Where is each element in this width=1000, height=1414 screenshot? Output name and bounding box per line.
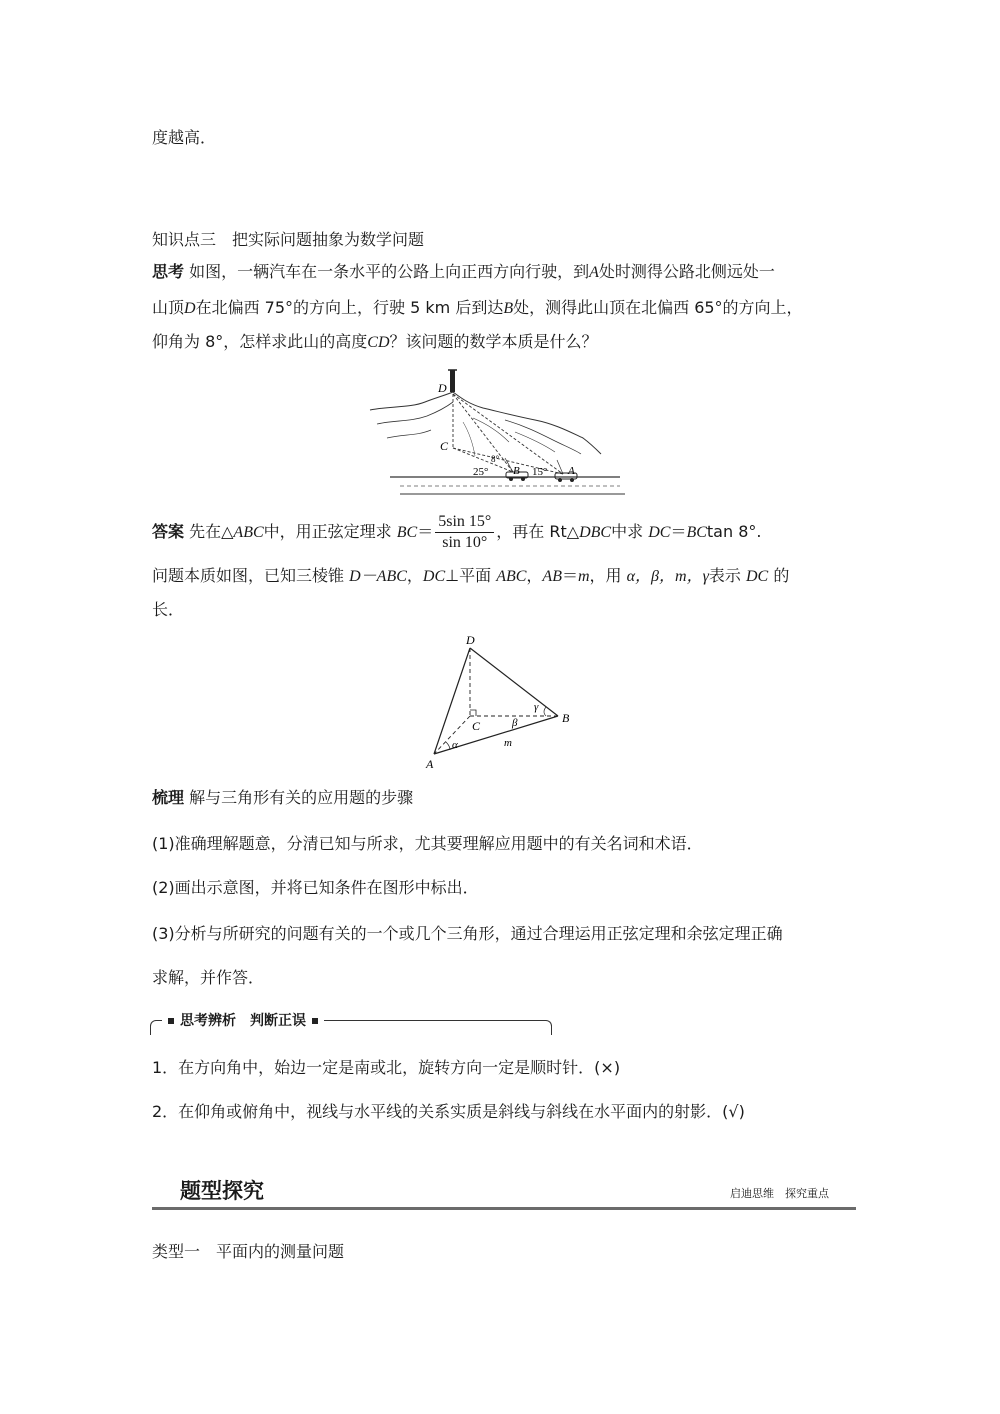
var-DC: DC [648,524,671,541]
type-1-title: 类型一 平面内的测量问题 [152,1242,345,1261]
var-list: α，β，m，γ [626,568,709,585]
var-DABC: D－ABC [349,568,407,585]
var-ABC: ABC [233,524,264,541]
think-text: 山顶 [152,298,185,317]
angle-8: 8° [491,454,500,464]
answer-text: 中求 [611,522,644,541]
essence-text: ，用 [589,566,622,585]
essence-line-1 [152,564,789,589]
summary-step-1: (1)准确理解题意，分清已知与所求，尤其要理解应用题中的有关名词和术语． [152,834,703,853]
var-BC: BC [686,524,707,541]
angle-25: 25° [473,466,489,478]
quiz-header-text: 思考辨析 判断正误 [180,1013,306,1029]
equals: ＝ [417,522,434,541]
var-DC: DC [746,568,769,585]
think-paragraph-line-2 [152,296,803,321]
types-rule [152,1207,856,1210]
mountain-ridge [515,432,555,452]
var-ABC: ABC [496,568,527,585]
fraction-denominator: sin 10° [442,534,488,551]
var-A: A [589,264,599,281]
answer-text: 先在△ [189,522,234,541]
label-A: A [426,757,434,771]
think-text: 仰角为 8°，怎样求此山的高度 [152,332,368,351]
summary-step-2: (2)画出示意图，并将已知条件在图形中标出． [152,878,479,897]
think-text: 处时测得公路北侧远处一 [598,262,775,281]
north-line [505,458,513,472]
label-B: B [562,711,570,725]
summary-step-3-line-1: (3)分析与所研究的问题有关的一个或几个三角形，通过合理运用正弦定理和余弦定理正确 [152,924,783,943]
label-C: C [440,439,449,453]
essence-line-2: 长． [152,600,185,619]
mountain-ridge [387,430,431,438]
square-bullet-icon [168,1018,174,1024]
answer-label: 答案 [152,522,185,541]
fraction [435,512,494,553]
var-CD: CD [367,334,390,351]
summary-label: 梳理 [152,788,185,807]
right-angle-mark [470,710,476,716]
think-paragraph-line-3 [152,330,598,355]
label-alpha: α [452,739,458,751]
equals: ＝ [670,522,687,541]
tetrahedron-figure [420,632,580,772]
intro-tail-text: 度越高． [152,128,217,147]
quiz-item-2: 2．在仰角或俯角中，视线与水平线的关系实质是斜线与斜线在水平面内的射影．(√) [152,1102,745,1121]
quiz-item-1: 1．在方向角中，始边一定是南或北，旋转方向一定是顺时针．(×) [152,1058,621,1077]
label-m: m [504,737,512,749]
equals: ＝ [561,566,578,585]
tower-icon [450,370,455,392]
mountain-ridge [505,420,581,454]
var-AB: AB [542,568,562,585]
label-C: C [472,719,481,733]
var-B: B [503,300,514,317]
label-gamma: γ [534,701,539,713]
answer-text: tan 8°. [706,522,762,541]
edge-DB [470,648,558,716]
summary-step-3-line-2: 求解，并作答． [152,968,265,987]
essence-text: 表示 [708,566,741,585]
essence-text: ⊥平面 [445,566,492,585]
types-title: 题型探究 [180,1179,264,1203]
label-beta: β [512,717,518,729]
answer-text: ，再在 Rt△ [496,522,580,541]
quiz-header [162,1011,324,1031]
segment-DA [453,394,563,474]
arc-gamma [544,707,546,716]
section-title: 知识点三 把实际问题抽象为数学问题 [152,230,425,249]
label-D: D [438,381,447,395]
label-A: A [568,465,575,477]
var-DC: DC [422,568,446,585]
essence-text: 问题本质如图，已知三棱锥 [152,566,345,585]
think-text: 如图，一辆汽车在一条水平的公路上向正西方向行驶，到 [189,262,590,281]
think-paragraph-line-1 [152,260,775,285]
var-DBC: DBC [579,524,612,541]
square-bullet-icon [312,1018,318,1024]
essence-text: ， [406,566,423,585]
angle-15: 15° [532,466,548,478]
think-label: 思考 [152,262,185,281]
essence-text: 的 [773,566,790,585]
types-right-caption: 启迪思维 探究重点 [730,1187,829,1200]
label-D: D [466,633,475,647]
answer-line [152,512,761,553]
mountain-road-figure [365,362,630,500]
essence-text: ， [526,566,543,585]
var-D: D [184,300,196,317]
summary-title-line [152,786,413,810]
answer-text: 中，用正弦定理求 [263,522,392,541]
summary-title: 解与三角形有关的应用题的步骤 [189,788,414,807]
think-text: 处，测得此山顶在北偏西 65°的方向上， [513,298,803,317]
var-m: m [577,568,590,585]
label-B: B [513,465,520,477]
var-BC: BC [396,524,418,541]
think-text: 在北偏西 75°的方向上，行驶 5 km 后到达 [195,298,504,317]
mountain-ridge [377,402,453,424]
fraction-numerator: 5sin 15° [435,512,494,533]
mountain-outline [370,392,601,454]
think-text: ？该问题的数学本质是什么？ [389,332,598,351]
